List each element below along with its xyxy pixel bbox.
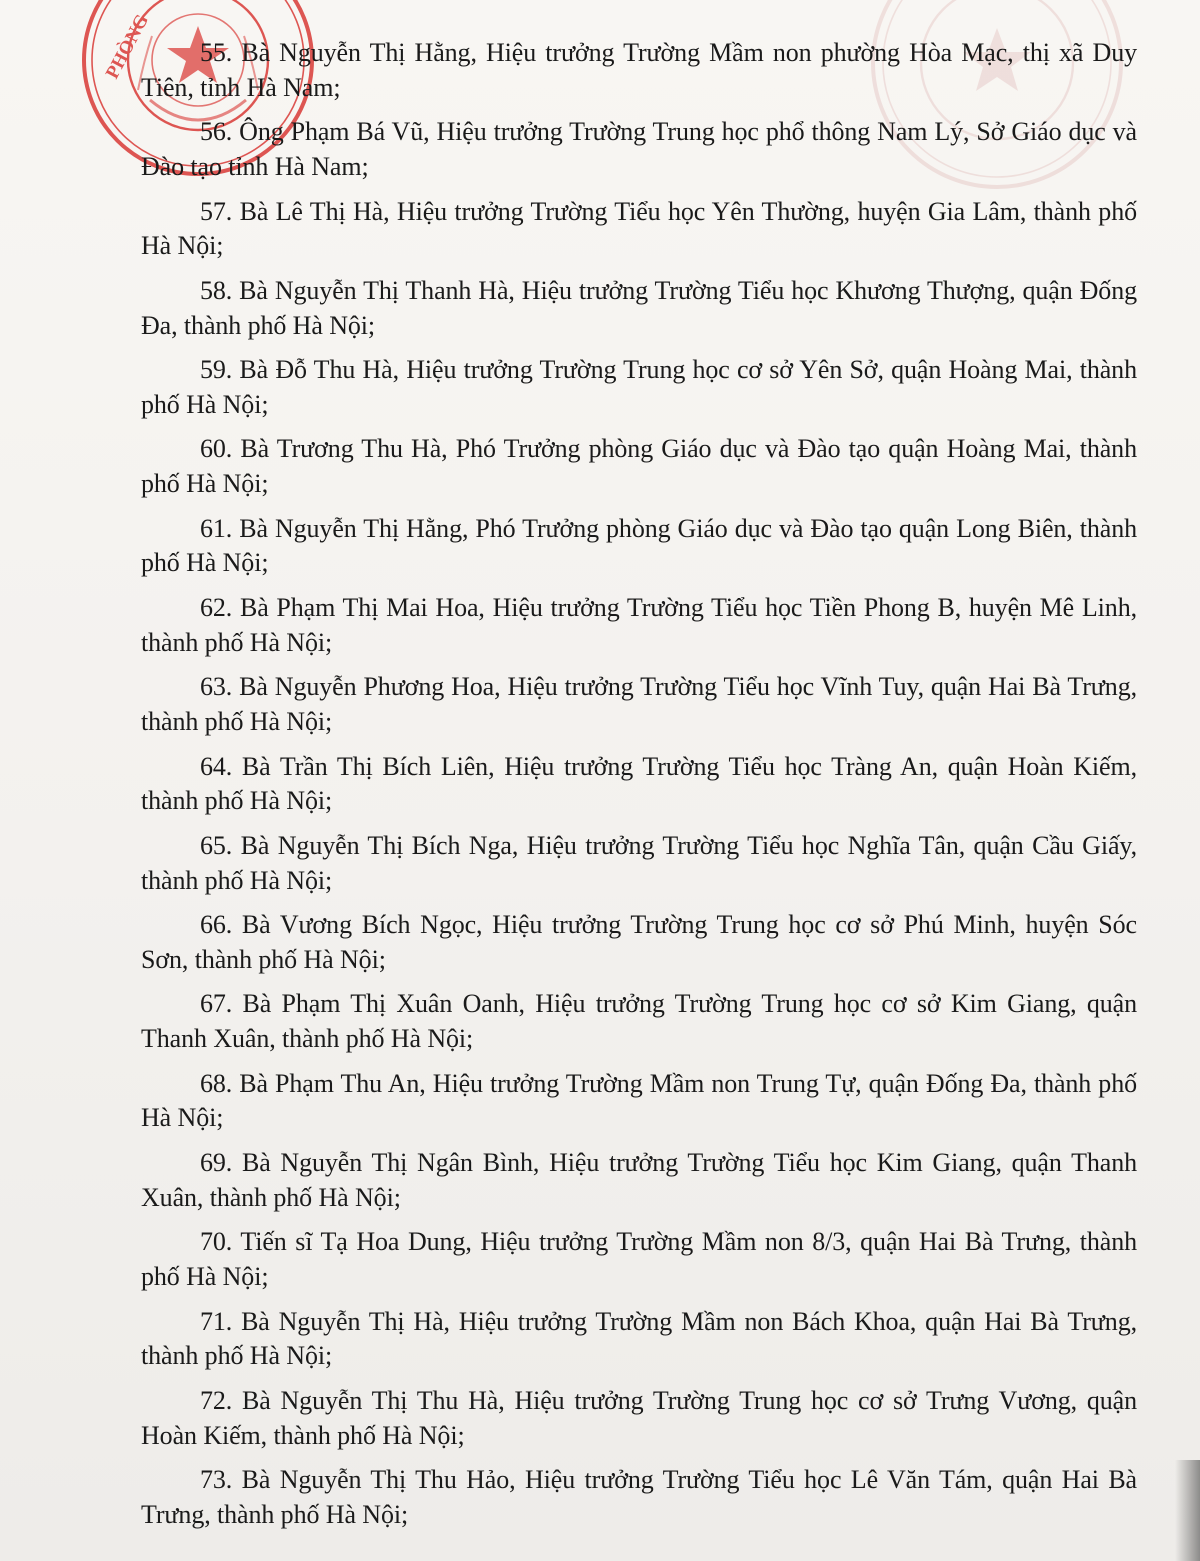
svg-text:PHÒNG: PHÒNG bbox=[101, 10, 154, 83]
list-entry-57: 57. Bà Lê Thị Hà, Hiệu trưởng Trường Tiểu học Yên Thường, huyện Gia Lâm, thành phố Hà Nội; bbox=[141, 196, 1137, 261]
list-entry-62: 62. Bà Phạm Thị Mai Hoa, Hiệu trưởng Trường Tiểu học Tiền Phong B, huyện Mê Linh, thành phố Hà Nội; bbox=[141, 592, 1137, 657]
list-entry-55: 55. Bà Nguyễn Thị Hằng, Hiệu trưởng Trường Mầm non phường Hòa Mạc, thị xã Duy Tiên, tỉnh Hà Nam; bbox=[141, 38, 1137, 102]
list-entry-72: 72. Bà Nguyễn Thị Thu Hà, Hiệu trưởng Trường Trung học cơ sở Trưng Vương, quận Hoàn Kiếm, thành phố Hà Nội; bbox=[141, 1385, 1137, 1450]
list-entry-65: 65. Bà Nguyễn Thị Bích Nga, Hiệu trưởng Trường Tiểu học Nghĩa Tân, quận Cầu Giấy, thành phố Hà Nội; bbox=[141, 830, 1137, 895]
list-entry-69: 69. Bà Nguyễn Thị Ngân Bình, Hiệu trưởng Trường Tiểu học Kim Giang, quận Thanh Xuân, thành phố Hà Nội; bbox=[141, 1147, 1137, 1212]
list-entry-71: 71. Bà Nguyễn Thị Hà, Hiệu trưởng Trường Mầm non Bách Khoa, quận Hai Bà Trưng, thành phố Hà Nội; bbox=[141, 1306, 1137, 1371]
list-entry-59: 59. Bà Đỗ Thu Hà, Hiệu trưởng Trường Trung học cơ sở Yên Sở, quận Hoàng Mai, thành phố Hà Nội; bbox=[141, 355, 1137, 419]
list-entry-61: 61. Bà Nguyễn Thị Hằng, Phó Trưởng phòng Giáo dục và Đào tạo quận Long Biên, thành phố Hà Nội; bbox=[141, 513, 1137, 578]
list-entry-63: 63. Bà Nguyễn Phương Hoa, Hiệu trưởng Trường Tiểu học Vĩnh Tuy, quận Hai Bà Trưng, thành phố Hà Nội; bbox=[141, 672, 1137, 737]
list-entry-64: 64. Bà Trần Thị Bích Liên, Hiệu trưởng Trường Tiểu học Tràng An, quận Hoàn Kiếm, thành phố Hà Nội; bbox=[141, 751, 1137, 816]
scan-edge-shadow bbox=[1175, 1460, 1200, 1561]
decision-name-list bbox=[141, 36, 1137, 1533]
list-entry-68: 68. Bà Phạm Thu An, Hiệu trưởng Trường Mầm non Trung Tự, quận Đống Đa, thành phố Hà Nội; bbox=[141, 1068, 1137, 1133]
list-entry-67: 67. Bà Phạm Thị Xuân Oanh, Hiệu trưởng Trường Trung học cơ sở Kim Giang, quận Thanh Xuân, thành phố Hà Nội; bbox=[141, 989, 1137, 1054]
list-entry-60: 60. Bà Trương Thu Hà, Phó Trưởng phòng Giáo dục và Đào tạo quận Hoàng Mai, thành phố Hà Nội; bbox=[141, 434, 1137, 499]
list-entry-56: 56. Ông Phạm Bá Vũ, Hiệu trưởng Trường Trung học phổ thông Nam Lý, Sở Giáo dục và Đào tạo tỉnh Hà Nam; bbox=[141, 117, 1137, 182]
list-entry-66: 66. Bà Vương Bích Ngọc, Hiệu trưởng Trường Trung học cơ sở Phú Minh, huyện Sóc Sơn, thành phố Hà Nội; bbox=[141, 910, 1137, 974]
list-entry-58: 58. Bà Nguyễn Thị Thanh Hà, Hiệu trưởng Trường Tiểu học Khương Thượng, quận Đống Đa, thành phố Hà Nội; bbox=[141, 275, 1137, 340]
list-entry-73: 73. Bà Nguyễn Thị Thu Hảo, Hiệu trưởng Trường Tiểu học Lê Văn Tám, quận Hai Bà Trưng, thành phố Hà Nội; bbox=[141, 1465, 1137, 1529]
list-entry-70: 70. Tiến sĩ Tạ Hoa Dung, Hiệu trưởng Trường Mầm non 8/3, quận Hai Bà Trưng, thành phố Hà Nội; bbox=[141, 1227, 1137, 1292]
